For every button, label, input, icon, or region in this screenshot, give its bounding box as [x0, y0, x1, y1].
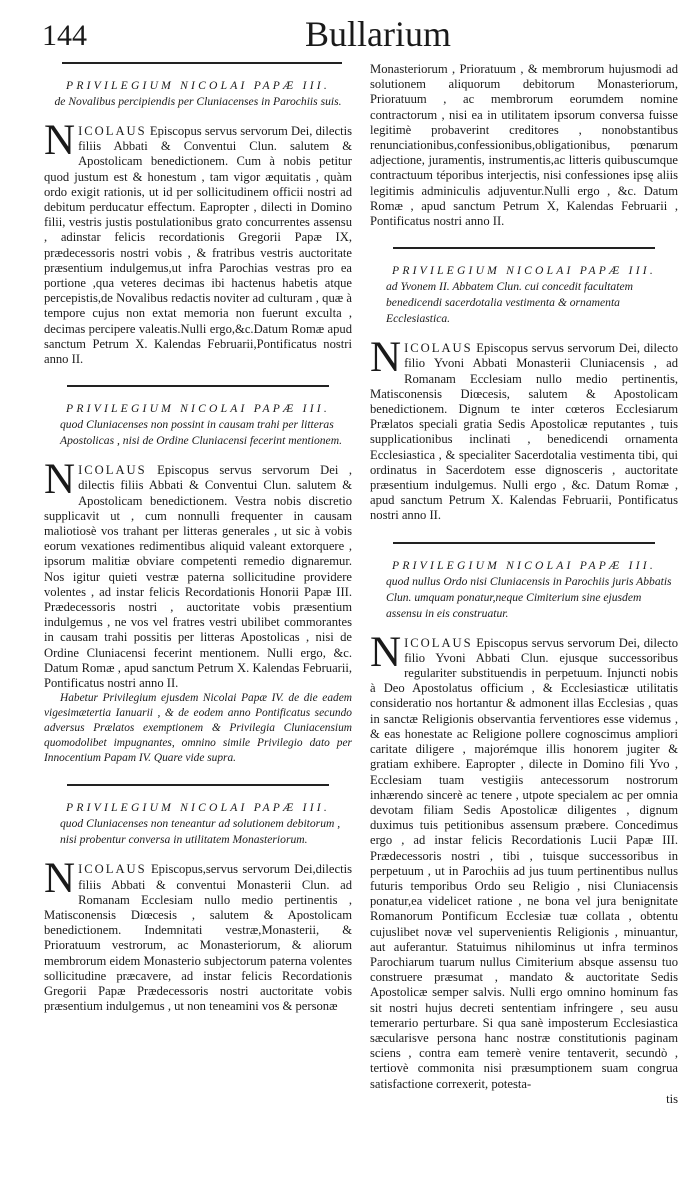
- section-heading: [370, 558, 678, 622]
- heading-subtitle: quod nullus Ordo nisi Cluniacensis in Parochiis juris Abbatis Clun. umquam ponatur,neque Cimiterium sine ejusdem assensu in eis construatur.: [386, 574, 672, 620]
- body-text: Episcopus servus servorum Dei, dilecto filio Yvoni Abbati Monasterii Cluniacensis , ad Romanam Ecclesiam nullo medio pertinentis, Matisconensis Diœcesis, salutem & Apostolicam benedictionem. Dignum te inter cœteros Ecclesiarum Prælatos speciali gratia Sedis Apostolicæ reputantes , tuis supplicationibus inclinati , benedicendi ornamenta Ecclesiastica , & specialiter Sacerdotalia vestimenta tibi, qui ordinatus in Sacerdotem esse dignosceris , auctoritate præsentium indulgemus. Nulli ergo , &c. Datum Romæ , apud sanctum Petrum X. Kalendas Februarii, Pontificatus nostri anno II.: [370, 341, 678, 523]
- drop-cap: N: [44, 117, 76, 164]
- section-heading: [44, 800, 352, 848]
- heading-title: PRIVILEGIUM NICOLAI PAPÆ III.: [66, 402, 330, 416]
- heading-title: PRIVILEGIUM NICOLAI PAPÆ III.: [392, 264, 656, 278]
- opening-word: ICOLAUS: [404, 341, 473, 356]
- section-body: [44, 855, 352, 1014]
- drop-cap: N: [370, 628, 402, 676]
- section-body: [370, 334, 678, 523]
- body-text: Episcopus,servus servorum Dei,dilectis filiis Abbati & conventui Monasterii Clun. ad Romanam Ecclesiam nullo medio pertinentis , Matisconensis Diœcesis , salutem & Apostolicam benedictionem. Indemnitati vestræ,Monasterii, & Prioratuum vestrorum, ac Monasteriorum, & aliorum membrorum eidem Monasterio subjectorum paterna volentes sollicitudine præcavere, ad instar felicis Recordationis Gregorii Papæ Prædecessoris nostri auctoritate vobis præsentium indulgemus , ut non teneamini vos & personæ: [44, 862, 352, 1014]
- body-text: Episcopus servus servorum Dei , dilectis filiis Abbati & Conventui Clun. salutem & Apostolicam benedictionem. Vestra nobis discretio supplicavit ut , cum nonnulli frequenter in causam maliotiosè vos trahant per litteras generales , ut sic à vobis eorum vexationes redimentibus aliquid valeant extorquere , ipsorum malitiæ obviare competenti remedio dignaremur. Nos igitur quieti vestræ paterna sollicitudine providere volentes , ad instar felicis Recordationis Honorii Papæ III. Prædecessoris nostri , auctoritate vobis præsentium indulgemus , ne vos vel fratres vestri ubilibet commorantes in causam trahi possitis per litteras Apostolicas , nisi de Ordine Cluniacensi fecerint mentionem. Nulli ergo, &c. Datum Romæ , apud sanctum Petrum X. Kalendas Februarii, Pontificatus nostri anno II.: [44, 463, 352, 691]
- section-body: [44, 456, 352, 691]
- heading-subtitle: de Novalibus percipiendis per Cluniacenses in Parochiis suis.: [54, 95, 342, 108]
- continuation-text: Monasteriorum , Prioratuum , & membrorum hujusmodi ad solutionem aliquorum debitorum Monasteriorum, Prioratuum , ac membrorum eorumdem nomine contractorum , nisi ea in utilitatem ipsorum conversa fuisse legitimè probaverint creditores , nonobstantibus renunciationibus,confessionibus,obligationibus, pœnarum adjectione, juramentis, instrumentis,ac litteris quibuscumque contractuum téporibus interjectis, nisi confessiones ipsę aliis legitimis adminiculis adjuventur.Nulli ergo , &c. Datum Romæ , apud sanctum Petrum X, Kalendas Februarii , Pontificatus nostri anno II.: [370, 62, 678, 229]
- section-heading: [370, 263, 678, 327]
- drop-cap: N: [370, 334, 402, 382]
- divider-rule: [67, 385, 329, 387]
- divider-rule: [393, 247, 655, 249]
- section-body: [370, 628, 678, 1092]
- section-body: [44, 117, 352, 367]
- opening-word: ICOLAUS: [78, 862, 147, 877]
- section-heading: [44, 401, 352, 449]
- opening-word: ICOLAUS: [78, 463, 147, 478]
- catchword: tis: [666, 1091, 678, 1106]
- heading-subtitle: ad Yvonem II. Abbatem Clun. cui concedit facultatem benedicendi sacerdotalia vestimenta & ornamenta Ecclesiastica.: [386, 280, 633, 326]
- heading-subtitle: quod Cluniacenses non possint in causam trahi per litteras Apostolicas , nisi de Ordine Cluniacensi fecerint mentionem.: [60, 418, 342, 448]
- heading-subtitle: quod Cluniacenses non teneantur ad solutionem debitorum , nisi probentur conversa in utilitatem Monasteriorum.: [60, 817, 341, 847]
- left-column: [44, 62, 352, 1014]
- page-number: 144: [42, 19, 87, 52]
- heading-title: PRIVILEGIUM NICOLAI PAPÆ III.: [392, 558, 656, 572]
- body-text: Episcopus servus servorum Dei, dilecto filio Yvoni Abbati Clun. ejusque successoribus regulariter substituendis in perpetuum. Injuncti nobis à Deo Apostolatus officium , & Ecclesiasticæ utilitatis consideratio nos hortantur & admonent illas Ecclesias , quas in sanctæ Religionis observantia ferventiores esse videmus , & eas honestate ac Religione pollere cognoscimus ampliori caritate diligere , majorémque illis honorem jugiter & gratiam exhibere. Eapropter , dilecte in Domino fili Yvo , Ecclesiam tuam vestigiis antecessorum nostrorum inhærendo sincerè ac tenere , utpote specialem ac per omnia devotam filiam Sedis Apostolicæ diligentes , dignum duximus tuis petitionibus assensum præbere. Concedimus ergo , ad instar felicis Recordationis Lucii Papæ III. Prædecessoris nostri , tibi , tuisque successoribus in perpetuum , ut in Parochiis ad jus tuum pertinentibus nullus futuris temporibus Ordo seu Religio , nisi Cluniacensis ponatur,ea videlicet ratione , ne bona vel jura benignitate Romanorum Pontificum Ecclesiæ tuæ collata , obtentu cujuslibet novæ vel supervenientis Religionis , minuantur, aut auferantur. Statuimus nihilominus ut infra terminos Parochiarum tuarum nullus Cimiterium absque assensu tuo construere præsumat , mandato & auctoritate Sedis Apostolicæ semper salvis. Nulli ergo omnino hominum fas sit nostri hujus decreti sententiam infringere , seu ausu temerario perturbare. Si qua sanè imposterum Ecclesiastica sæcularisve persona hanc nostræ constitutionis paginam sciens , contra eam temerè venire tentaverit, secundò , tertiovè commonita nisi præsumptionem suam congrua satisfactione correxerit, potesta-: [370, 635, 678, 1091]
- divider-rule: [393, 542, 655, 544]
- divider-rule: [62, 62, 342, 64]
- drop-cap: N: [44, 855, 76, 903]
- running-title: Bullarium: [305, 14, 451, 54]
- body-text: Episcopus servus servorum Dei, dilectis filiis Abbati & Conventui Clun. salutem & Apostolicam benedictionem. Cum à nobis petitur quod justum est & honestum , tam vigor æquitatis , quàm ordo exigit rationis, ut id per sollicitudinem officii nostri ad debitum perducatur effectum. Eapropter , dilecti in Domino filii, vestris justis postulationibus grato concurrentes assensu , adinstar felicis recordationis Gregorii Papæ IX, prædecessoris nostri vobis , & fratribus vestris auctoritate præsentium indulgemus,ut infra Parochias vestras pro ea portione ,qua veteres decimas ibi hactenus habetis atque percepistis,de Novalibus redactis noviter ad culturam , quæ à tempore cujus non extat memoria non fuerunt exculta , decimas percipere valeatis.Nulli ergo,&c.Datum Romæ apud sanctum Petrum X. Kalendas Februarii,Pontificatus nostri anno II.: [44, 124, 352, 367]
- drop-cap: N: [44, 456, 76, 504]
- right-column: [370, 62, 678, 1107]
- editorial-note: Habetur Privilegium ejusdem Nicolai Papæ IV. de die eadem vigesimætertia Ianuarii , & de eodem anno Pontificatus secundo adversus Prælatos exemptionem & Privilegia Cluniacensium quomodolibet impugnantes, omnino simile Privilegio dato per Innocentium Papam IV. Quare vide supra.: [44, 692, 352, 765]
- opening-word: ICOLAUS: [404, 635, 473, 650]
- heading-title: PRIVILEGIUM NICOLAI PAPÆ III.: [66, 801, 330, 815]
- heading-title: PRIVILEGIUM NICOLAI PAPÆ III.: [66, 79, 330, 92]
- section-heading: [44, 78, 352, 110]
- divider-rule: [67, 784, 329, 786]
- opening-word: ICOLAUS: [78, 124, 147, 138]
